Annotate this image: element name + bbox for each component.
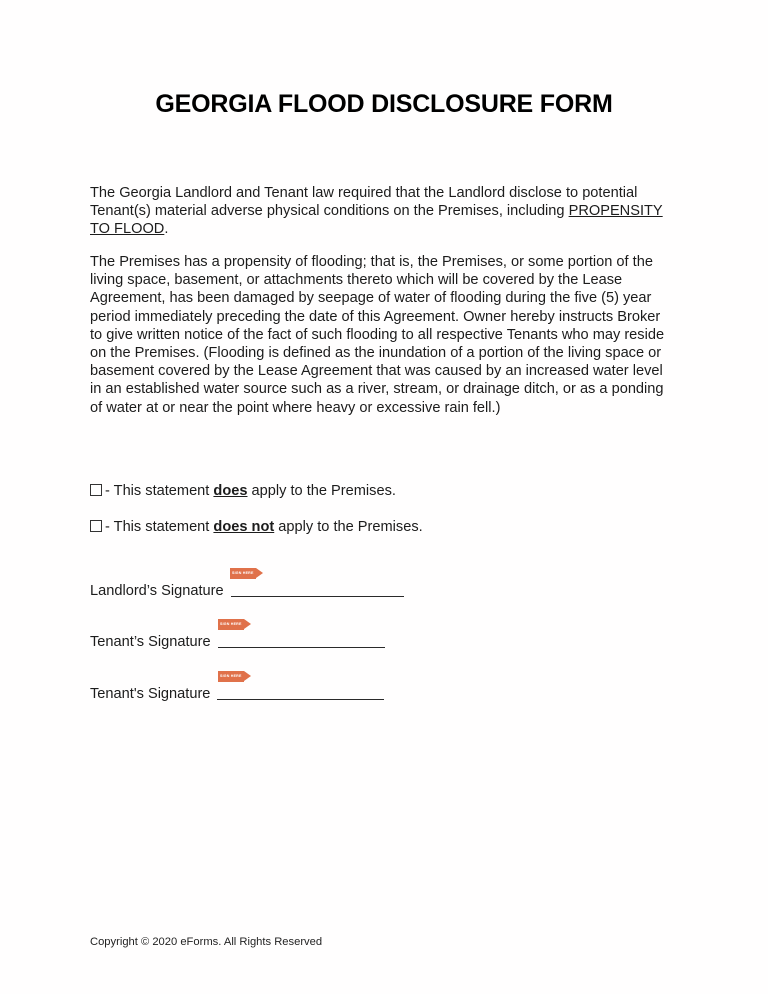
statement-option-does[interactable] <box>90 482 396 500</box>
sign-here-tag-label: SIGN HERE <box>220 622 242 626</box>
tenant-signature-group-2 <box>90 671 384 703</box>
tenant-signature-label-2: Tenant's Signature <box>90 686 211 702</box>
checkbox-icon[interactable] <box>90 520 102 532</box>
statement-does-prefix: - This statement <box>105 483 214 499</box>
statement-does-not-suffix: apply to the Premises. <box>274 519 423 535</box>
disclosure-paragraph-2: The Premises has a propensity of flooding; that is, the Premises, or some portion of the living space, basement, or attachments thereto which will be covered by the Lease Agreement, has been damaged by seepage of water of flooding during the five (5) year period immediately preceding the date of this Agreement. Owner hereby instructs Broker to give written notice of the fact of such flooding to all respective Tenants who may reside on the Premises. (Flooding is defined as the inundation of a portion of the living space or basement covered by the Lease Agreement that was caused by an increased water level in an established water source such as a river, stream, or drainage ditch, or as a ponding of water at or near the point where heavy or excessive rain fell.) <box>90 254 665 416</box>
sign-here-tag-label: SIGN HERE <box>220 674 242 678</box>
paragraph-1-lead-text: The Georgia Landlord and Tenant law required that the Landlord disclose to potential Tenant(s) material adverse physical conditions on the Premises, including <box>90 185 638 220</box>
sign-here-tag-arrow <box>244 671 251 681</box>
tenant-signature-row-1 <box>90 633 385 651</box>
sign-here-tag-arrow <box>256 568 263 578</box>
page-title: GEORGIA FLOOD DISCLOSURE FORM <box>155 90 613 118</box>
landlord-signature-line[interactable] <box>231 596 404 597</box>
tenant-signature-group-1 <box>90 619 385 651</box>
copyright-notice: Copyright © 2020 eForms. All Rights Reserved <box>90 936 323 948</box>
tenant-signature-line-1[interactable] <box>218 647 385 648</box>
landlord-signature-group <box>90 568 404 600</box>
sign-here-tag-icon <box>218 671 251 682</box>
checkbox-icon[interactable] <box>90 484 102 496</box>
statement-does-suffix: apply to the Premises. <box>247 483 396 499</box>
statement-does-not-emphasis: does not <box>213 519 275 535</box>
landlord-signature-row <box>90 582 404 600</box>
paragraph-1-trailing-text: . <box>164 221 169 238</box>
statement-option-does-not[interactable] <box>90 518 423 536</box>
tenant-signature-line-2[interactable] <box>217 699 384 700</box>
statement-does-not-prefix: - This statement <box>105 519 214 535</box>
tenant-signature-row-2 <box>90 685 384 703</box>
statement-does-emphasis: does <box>213 483 248 499</box>
propensity-to-flood-emphasis: PROPENSITY TO FLOOD <box>90 203 663 238</box>
landlord-signature-label: Landlord’s Signature <box>90 583 224 599</box>
sign-here-tag-icon <box>230 568 263 579</box>
disclosure-paragraph-1 <box>90 184 676 239</box>
sign-here-tag-arrow <box>244 619 251 629</box>
sign-here-tag-icon <box>218 619 251 630</box>
tenant-signature-label-1: Tenant’s Signature <box>90 634 211 650</box>
sign-here-tag-label: SIGN HERE <box>232 571 254 575</box>
